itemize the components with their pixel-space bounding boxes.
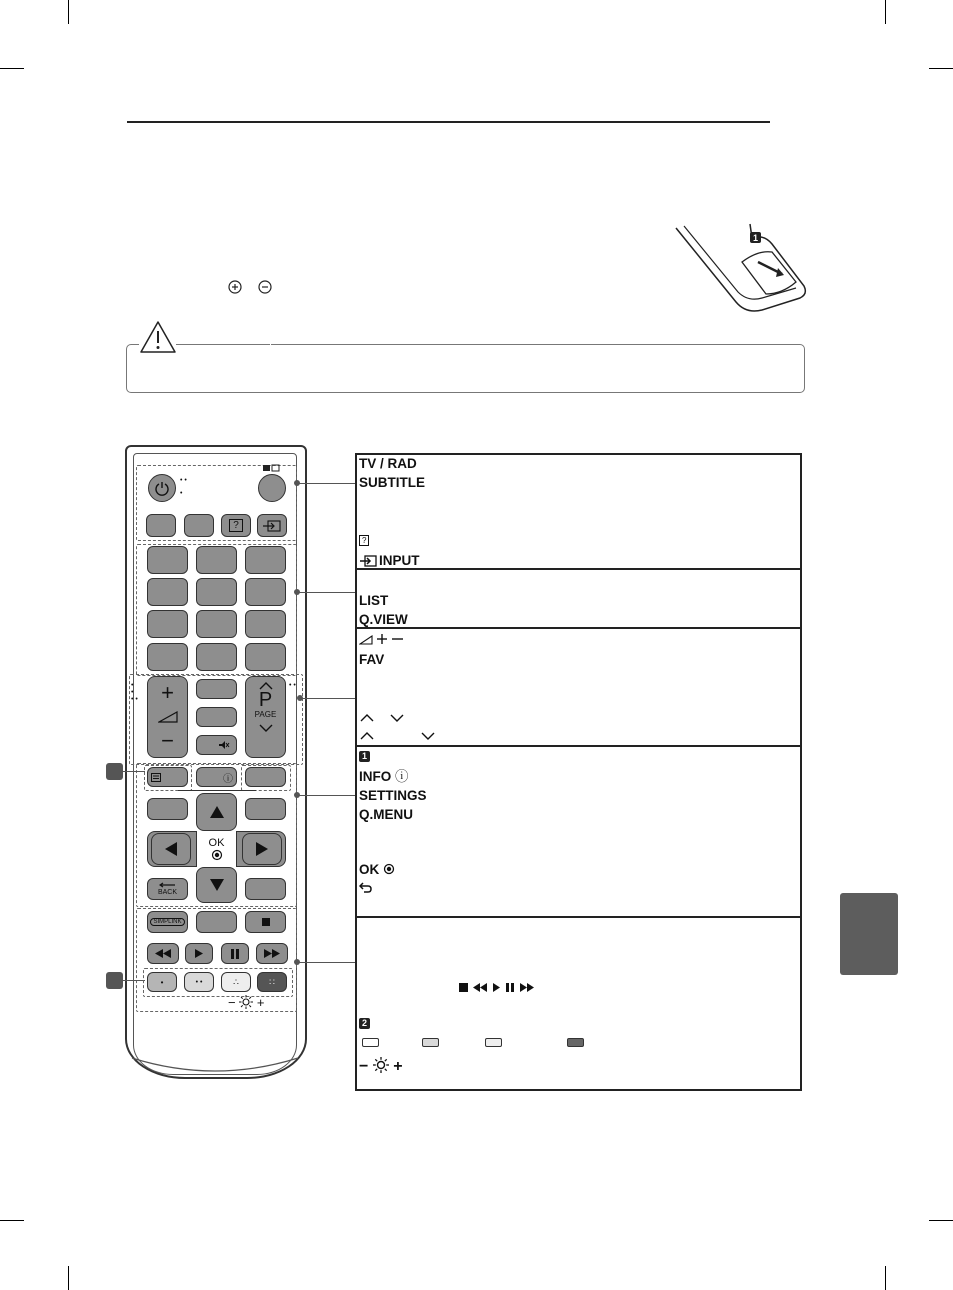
info-button[interactable] (196, 767, 237, 787)
marker-1-icon: 1 (359, 751, 370, 762)
nav-left-button[interactable] (151, 833, 191, 865)
yellow-button[interactable]: ∴ (221, 972, 251, 992)
back-symbol-icon (359, 881, 373, 893)
brightness-controls: − + (228, 995, 265, 1010)
blue-button[interactable]: ∷ (257, 972, 287, 992)
button-description-table (355, 453, 802, 1091)
label-qview: Q.VIEW (359, 612, 408, 627)
crop-mark (0, 1220, 24, 1221)
mute-icon (218, 740, 230, 750)
record-button[interactable] (196, 911, 237, 933)
prog-dots: • • (289, 682, 296, 689)
page-up-down-icon (359, 731, 439, 741)
pause-icon (231, 949, 239, 959)
back-button[interactable] (147, 878, 188, 900)
function-button[interactable] (184, 514, 214, 537)
program-up-down-icon (359, 713, 409, 723)
pause-button[interactable] (221, 943, 249, 964)
label-subtitle: SUBTITLE (359, 475, 425, 490)
input-icon (262, 520, 282, 532)
info-icon: ⓘ (223, 773, 233, 785)
page-label: PAGE (254, 710, 277, 719)
volume-icon (158, 711, 178, 723)
green-button[interactable]: • • (184, 972, 214, 992)
battery-polarity-icons (227, 279, 275, 295)
ok-circle-icon (211, 849, 223, 861)
label-info: INFO ⓘ (359, 769, 409, 784)
crop-mark (929, 68, 953, 69)
help-symbol-icon: ? (359, 535, 369, 546)
marker-2-badge (106, 972, 123, 989)
play-button[interactable] (185, 943, 213, 964)
help-button[interactable] (221, 514, 251, 537)
tv-rad-button[interactable] (258, 474, 286, 502)
fav-button[interactable] (196, 679, 237, 699)
volume-rocker[interactable] (147, 676, 188, 758)
list-tab-button[interactable] (147, 767, 188, 787)
question-icon: ? (229, 519, 243, 532)
label-qmenu: Q.MENU (359, 807, 413, 822)
play-icon (195, 949, 203, 958)
svg-text:1: 1 (752, 233, 759, 243)
mute-button[interactable] (196, 735, 237, 755)
crop-mark (68, 0, 69, 24)
arrow-down-icon (209, 878, 225, 892)
power-button[interactable] (148, 474, 176, 502)
qview-button[interactable] (245, 643, 286, 671)
yellow-key-icon (485, 1038, 502, 1047)
ok-circle-icon (383, 863, 395, 875)
ok-button[interactable] (196, 831, 237, 867)
stop-icon (262, 918, 270, 926)
battery-cover-illustration (672, 222, 812, 317)
guide-button[interactable] (196, 707, 237, 727)
nav-right-button[interactable] (242, 833, 282, 865)
label-fav: FAV (359, 652, 385, 667)
arrow-up-icon (209, 805, 225, 819)
list-icon (151, 773, 161, 782)
label-list: LIST (359, 593, 389, 608)
brightness-icon (239, 995, 253, 1009)
number-button[interactable] (245, 610, 286, 638)
number-button[interactable] (196, 610, 237, 638)
fast-forward-button[interactable] (256, 943, 288, 964)
stop-button[interactable] (245, 911, 286, 933)
playback-controls-icons (459, 982, 537, 993)
green-key-icon (422, 1038, 439, 1047)
number-button[interactable] (196, 546, 237, 574)
number-button[interactable] (147, 578, 188, 606)
crop-mark (0, 68, 24, 69)
volume-up[interactable]: + (161, 680, 174, 705)
power-dots: • • (180, 477, 187, 484)
vol-dots: • • • • (131, 682, 138, 703)
exit-button[interactable] (245, 878, 286, 900)
input-symbol-icon (359, 555, 377, 567)
tv-radio-icon (262, 464, 280, 472)
input-button[interactable] (257, 514, 287, 537)
crop-mark (885, 1266, 886, 1290)
list-button[interactable] (147, 643, 188, 671)
back-label: BACK (157, 889, 178, 896)
label-tv-rad: TV / RAD (359, 456, 417, 471)
brightness-icon (373, 1057, 389, 1073)
arrow-left-icon (164, 841, 178, 857)
crop-mark (68, 1266, 69, 1290)
settings-button[interactable] (245, 767, 286, 787)
number-button[interactable] (196, 578, 237, 606)
rewind-button[interactable] (147, 943, 179, 964)
number-button[interactable] (147, 546, 188, 574)
marker-1-badge (106, 763, 123, 780)
nav-up-button[interactable] (196, 793, 237, 831)
nav-down-button[interactable] (196, 867, 237, 903)
fast-forward-icon (264, 949, 280, 958)
label-input: INPUT (379, 553, 420, 568)
number-button[interactable] (147, 610, 188, 638)
label-ok: OK (359, 862, 395, 878)
red-key-icon (362, 1038, 379, 1047)
volume-down[interactable]: − (161, 728, 174, 753)
number-button[interactable] (196, 643, 237, 671)
simplink-button[interactable] (147, 911, 188, 933)
crop-mark (885, 0, 886, 24)
blue-key-icon (567, 1038, 584, 1047)
back-arrow-icon (159, 881, 177, 889)
section-tab (840, 893, 898, 975)
ok-label: OK (208, 836, 225, 849)
program-rocker[interactable] (245, 676, 286, 758)
caution-box (126, 344, 805, 393)
header-rule (127, 121, 770, 123)
simplink-label: SIMPLINK (150, 918, 184, 926)
home-button[interactable] (245, 798, 286, 820)
volume-plus-minus-icon (359, 633, 407, 646)
arrow-right-icon (255, 841, 269, 857)
label-settings: SETTINGS (359, 788, 427, 803)
qmenu-button[interactable] (147, 798, 188, 820)
subtitle-button[interactable] (146, 514, 176, 537)
power-dot: • (180, 490, 183, 497)
chevron-down-icon[interactable] (258, 722, 274, 734)
number-button[interactable] (245, 546, 286, 574)
crop-mark (929, 1220, 953, 1221)
marker-2-icon: 2 (359, 1018, 370, 1029)
program-p-label: P (258, 689, 273, 711)
number-button[interactable] (245, 578, 286, 606)
power-icon (154, 480, 170, 496)
warning-triangle-icon (139, 320, 177, 354)
brightness-symbol: − + (359, 1058, 403, 1075)
red-button[interactable]: • (147, 972, 177, 992)
rewind-icon (155, 949, 171, 958)
